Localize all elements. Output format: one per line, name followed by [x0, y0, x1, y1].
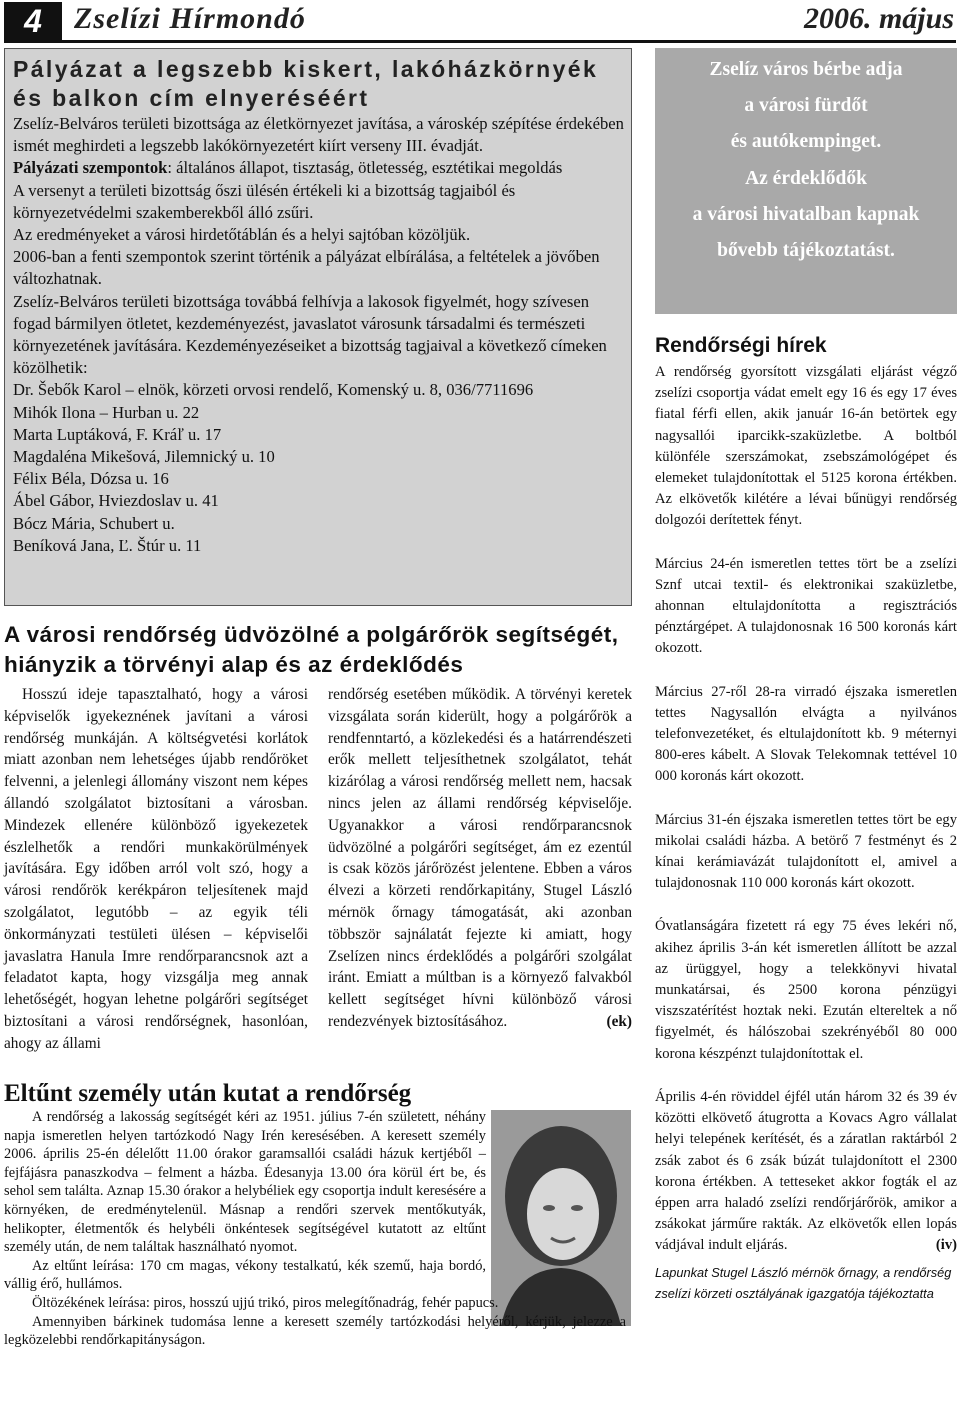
missing-p4: Amennyiben bárkinek tudomása lenne a keresett személy tartózkodási helyéről, kérjük, jelezze a legközelebbi rendőrkapitányságon.	[4, 1313, 626, 1349]
member-line: Marta Luptáková, F. Kráľ u. 17	[13, 424, 222, 444]
notice-line: bővebb tájékoztatást.	[717, 240, 895, 262]
contest-intro: Zselíz-Belváros területi bizottsága az életkörnyezet javítása, a városkép szépítése érdekében ismét meghirdeti a legszebb lakókörnyezetért kiírt verseny III. évadját.	[13, 114, 624, 156]
missing-p3: Öltözékének leírása: piros, hosszú ujjú trikó, piros melegítőnadrág, fehér papucs.	[32, 1294, 499, 1311]
article-column-2	[328, 684, 632, 1033]
contest-para2: A versenyt a területi bizottság őszi ülésén értékeli ki a bizottság tagjaiból és környezetvédelmi szakemberekből álló zsűri.	[13, 180, 516, 222]
page-number: 4	[4, 2, 62, 40]
member-line: Ábel Gábor, Hviezdoslav u. 41	[13, 491, 219, 511]
missing-p1: A rendőrség a lakosság segítségét kéri az 1951. július 7-én született, néhány napja ismeretlen helyen tartózkodó Nagy Irén keresésében. A keresett személy 2006. április 25-én délelőtt 11.00 órakor garamsallói családi házuk kertjéből – fejfájásra panaszkodva – felment a házba. Édesanyja 13.00 óra körül ért be, és sehol sem találta. Aznap 15.30 órakor a helybéliek egy csoportja indult keresésére a környéken, de eredménytelenül. Másnap a rendőri szervek mentőkutyák, helikopter, életmentők és helybéli önkéntesek segítségével kutatott az eltűnt személy után, de nem találtak használható nyomot.	[4, 1109, 486, 1256]
contest-criteria	[13, 157, 625, 179]
police-item: Március 24-én ismeretlen tettes tört be a zselízi Sznf utcai textil- és elektronikai szaküzletbe, ahonnan eltulajdonította a regisztrációs pénztárgépet. A tulajdonosnak 16 500 koronás kárt okozott.	[655, 555, 957, 657]
missing-p2: Az eltűnt leírása: 170 cm magas, vékony testalkatú, kék szemű, haja bordó, vállig érő, hullámos.	[4, 1257, 486, 1293]
contest-box	[4, 48, 632, 606]
notice-line: a városi fürdőt	[744, 95, 868, 117]
article-signature: (ek)	[606, 1012, 632, 1030]
police-item-last	[655, 1087, 957, 1257]
member-line: Magdaléna Mikešová, Jilemnický u. 10	[13, 447, 275, 467]
contest-para5: Zselíz-Belváros területi bizottsága továbbá felhívja a lakosok figyelmét, hogy szívesen fogad bármilyen ötletet, kezdeményezést, javaslatot városunk társadalmi és természeti környezetének javítására. Kezdeményezéseiket a bizottság tagjaival a következő címeken közölhetik:	[13, 291, 607, 378]
missing-person-text	[4, 1108, 626, 1350]
contest-title-line1: Pályázat a legszebb kiskert, lakóházkörnyék	[13, 56, 599, 82]
notice-line: Az érdeklődők	[745, 167, 867, 189]
criteria-label: Pályázati szempontok	[13, 158, 168, 178]
police-item: Március 31-én éjszaka ismeretlen tettes tört be egy mikolai családi házba. A betörő 7 festményt és 2 kínai kerámiavázát tulajdonított el, amivel a tulajdonosnak 110 000 koronás kárt okozott.	[655, 811, 957, 892]
page-header	[0, 0, 960, 42]
issue-date: 2006. május	[803, 2, 954, 35]
police-item: Óvatlanságára fizetett rá egy 75 éves lekéri nő, akihez április 3-án két ismeretlen állított be azzal az ürüggyel, hogy a telekkönyvi hivatal munkatársai, és 2500 korona pénzügyi viszszatérítést hoztak neki. Ezután eltereltek a nő figyelmét, és hálószobai szekrényéből 80 000 korona készpénzt tulajdonítottak el.	[655, 918, 957, 1062]
article-column-2-text: rendőrség esetében működik. A törvényi keretek vizsgálata során kiderült, hogy a polgárőrök a rendfenntartó, a közlekedési és a határrendészeti erők mellett teljesíthetnek szolgálatot, tehát kizárólag a városi rendőrség mellett nem, hacsak nincs jelen az állami rendőrség képviselője. Ugyanakkor a városi rendőrparancsnok üdvözölné a polgárőri segítséget, ám ez ezentúl is csak közös járőrözést jelentene. Ebben a város élvezi a körzeti rendőrkapitány, Stugel László mérnök őrnagy támogatását, aki azonban többször sajnálatát fejezte ki amiatt, hogy Zselízen nincs érdeklődés a polgárőri szolgálat iránt. Emiatt a múltban is a környező falvakból kellett segítséget hívni különböző városi rendezvények biztosításához.	[328, 686, 632, 1030]
criteria-text: : általános állapot, tisztaság, ötletesség, esztétikai megoldás	[167, 158, 563, 178]
contest-para4: 2006-ban a fenti szempontok szerint történik a pályázat elbírálása, a feltételek a jövőben változhatnak.	[13, 247, 600, 289]
police-news-title: Rendőrségi hírek	[655, 334, 827, 357]
member-line: Beníková Jana, Ľ. Štúr u. 11	[13, 535, 202, 555]
police-caption: Lapunkat Stugel László mérnök őrnagy, a rendőrség zselízi körzeti osztályának igazgatója tájékoztatta	[655, 1265, 952, 1301]
article-column-1: Hosszú ideje tapasztalható, hogy a városi képviselők igyekeznének javítani a városi rendőrség munkáján. A költségvetési korlátok miatt azonban nem lehetséges újabb rendőröket felvenni, a jelenlegi állomány viszont nem képes állandó szolgálatot biztosítani a városban. Mindezek ellenére különböző igyekezetek észlelhetők a rendőri munkakörülmények javítására. Egy időben arról volt szó, hogy a városi rendőrök kerékpáron teljesítenek majd szolgálatot, legutóbb – az egyik téli önkormányzati testületi ülésen – képviselői javaslatra Hanula Imre rendőrparancsnok azt a feladatot kapta, hogy vizsgálja meg annak lehetőségét, hogyan lehetne polgárőri segítséget biztosítani a városi rendőrségnek, hasonlóan, ahogy az állami	[4, 686, 308, 1052]
police-signature: (iv)	[935, 1237, 957, 1254]
header-rule	[4, 40, 956, 43]
notice-line: és autókempinget.	[730, 131, 882, 153]
contest-title-line2: és balkon cím elnyeréséért	[13, 85, 370, 111]
member-line: Félix Béla, Dózsa u. 16	[13, 469, 169, 489]
member-line: Mihók Ilona – Hurban u. 22	[13, 402, 200, 422]
contest-para3: Az eredményeket a városi hirdetőtáblán és a helyi sajtóban közöljük.	[13, 225, 471, 245]
police-item: A rendőrség gyorsított vizsgálati eljárást végző zselízi csoportja vádat emelt egy 16 és egy 17 éves fiatal férfi ellen, akik január 16-án betörtek egy nagysallói iparcikk-szaküzletbe. A boltból különféle szerszámokat, zsebszámológépet és elemeket tulajdonítottak el 5125 korona értékben. Az elkövetők kilétére a lévai bűnügyi rendőrség dolgozói derítettek fényt.	[655, 364, 957, 529]
missing-person-title: Eltűnt személy után kutat a rendőrség	[4, 1080, 412, 1107]
police-item: Március 27-ről 28-ra virradó éjszaka ismeretlen tettes Nagysallón elvágta a nyilvános telefonvezetéket, és eltulajdonított kb. 9 méternyi 800-eres kábelt. A Slovak Telekomnak tettével 10 000 koronás kárt okozott.	[655, 683, 957, 785]
masthead: Zselízi Hírmondó	[74, 2, 306, 35]
police-item: Április 4-én röviddel éjfél után három 32 és 39 év közötti elkövető átugrotta a Kovacs Agro vállalat helyi telepének kerítését, és a záratlan raktárból 2 zsák zabot és 6 zsák búzát tulajdonított el 2300 korona értékben. A tetteseket akkor fogták el az éppen arra haladó zselízi rendőrjárőrök, amikor a zsákokat járműre rakták. Az elkövetők ellen lopás vádjával indult eljárás.	[655, 1088, 957, 1254]
notice-line: a városi hivatalban kapnak	[692, 203, 920, 225]
member-line: Dr. Šebők Karol – elnök, körzeti orvosi rendelő, Komenský u. 8, 036/7711696	[13, 380, 534, 400]
article-title: A városi rendőrség üdvözölné a polgárőrök segítségét, hiányzik a törvényi alap és az érdeklődés	[4, 622, 619, 677]
police-news	[655, 334, 957, 1257]
member-line: Bócz Mária, Schubert u.	[13, 513, 175, 533]
rental-notice-box	[655, 48, 957, 314]
notice-line: Zselíz város bérbe adja	[709, 59, 903, 80]
